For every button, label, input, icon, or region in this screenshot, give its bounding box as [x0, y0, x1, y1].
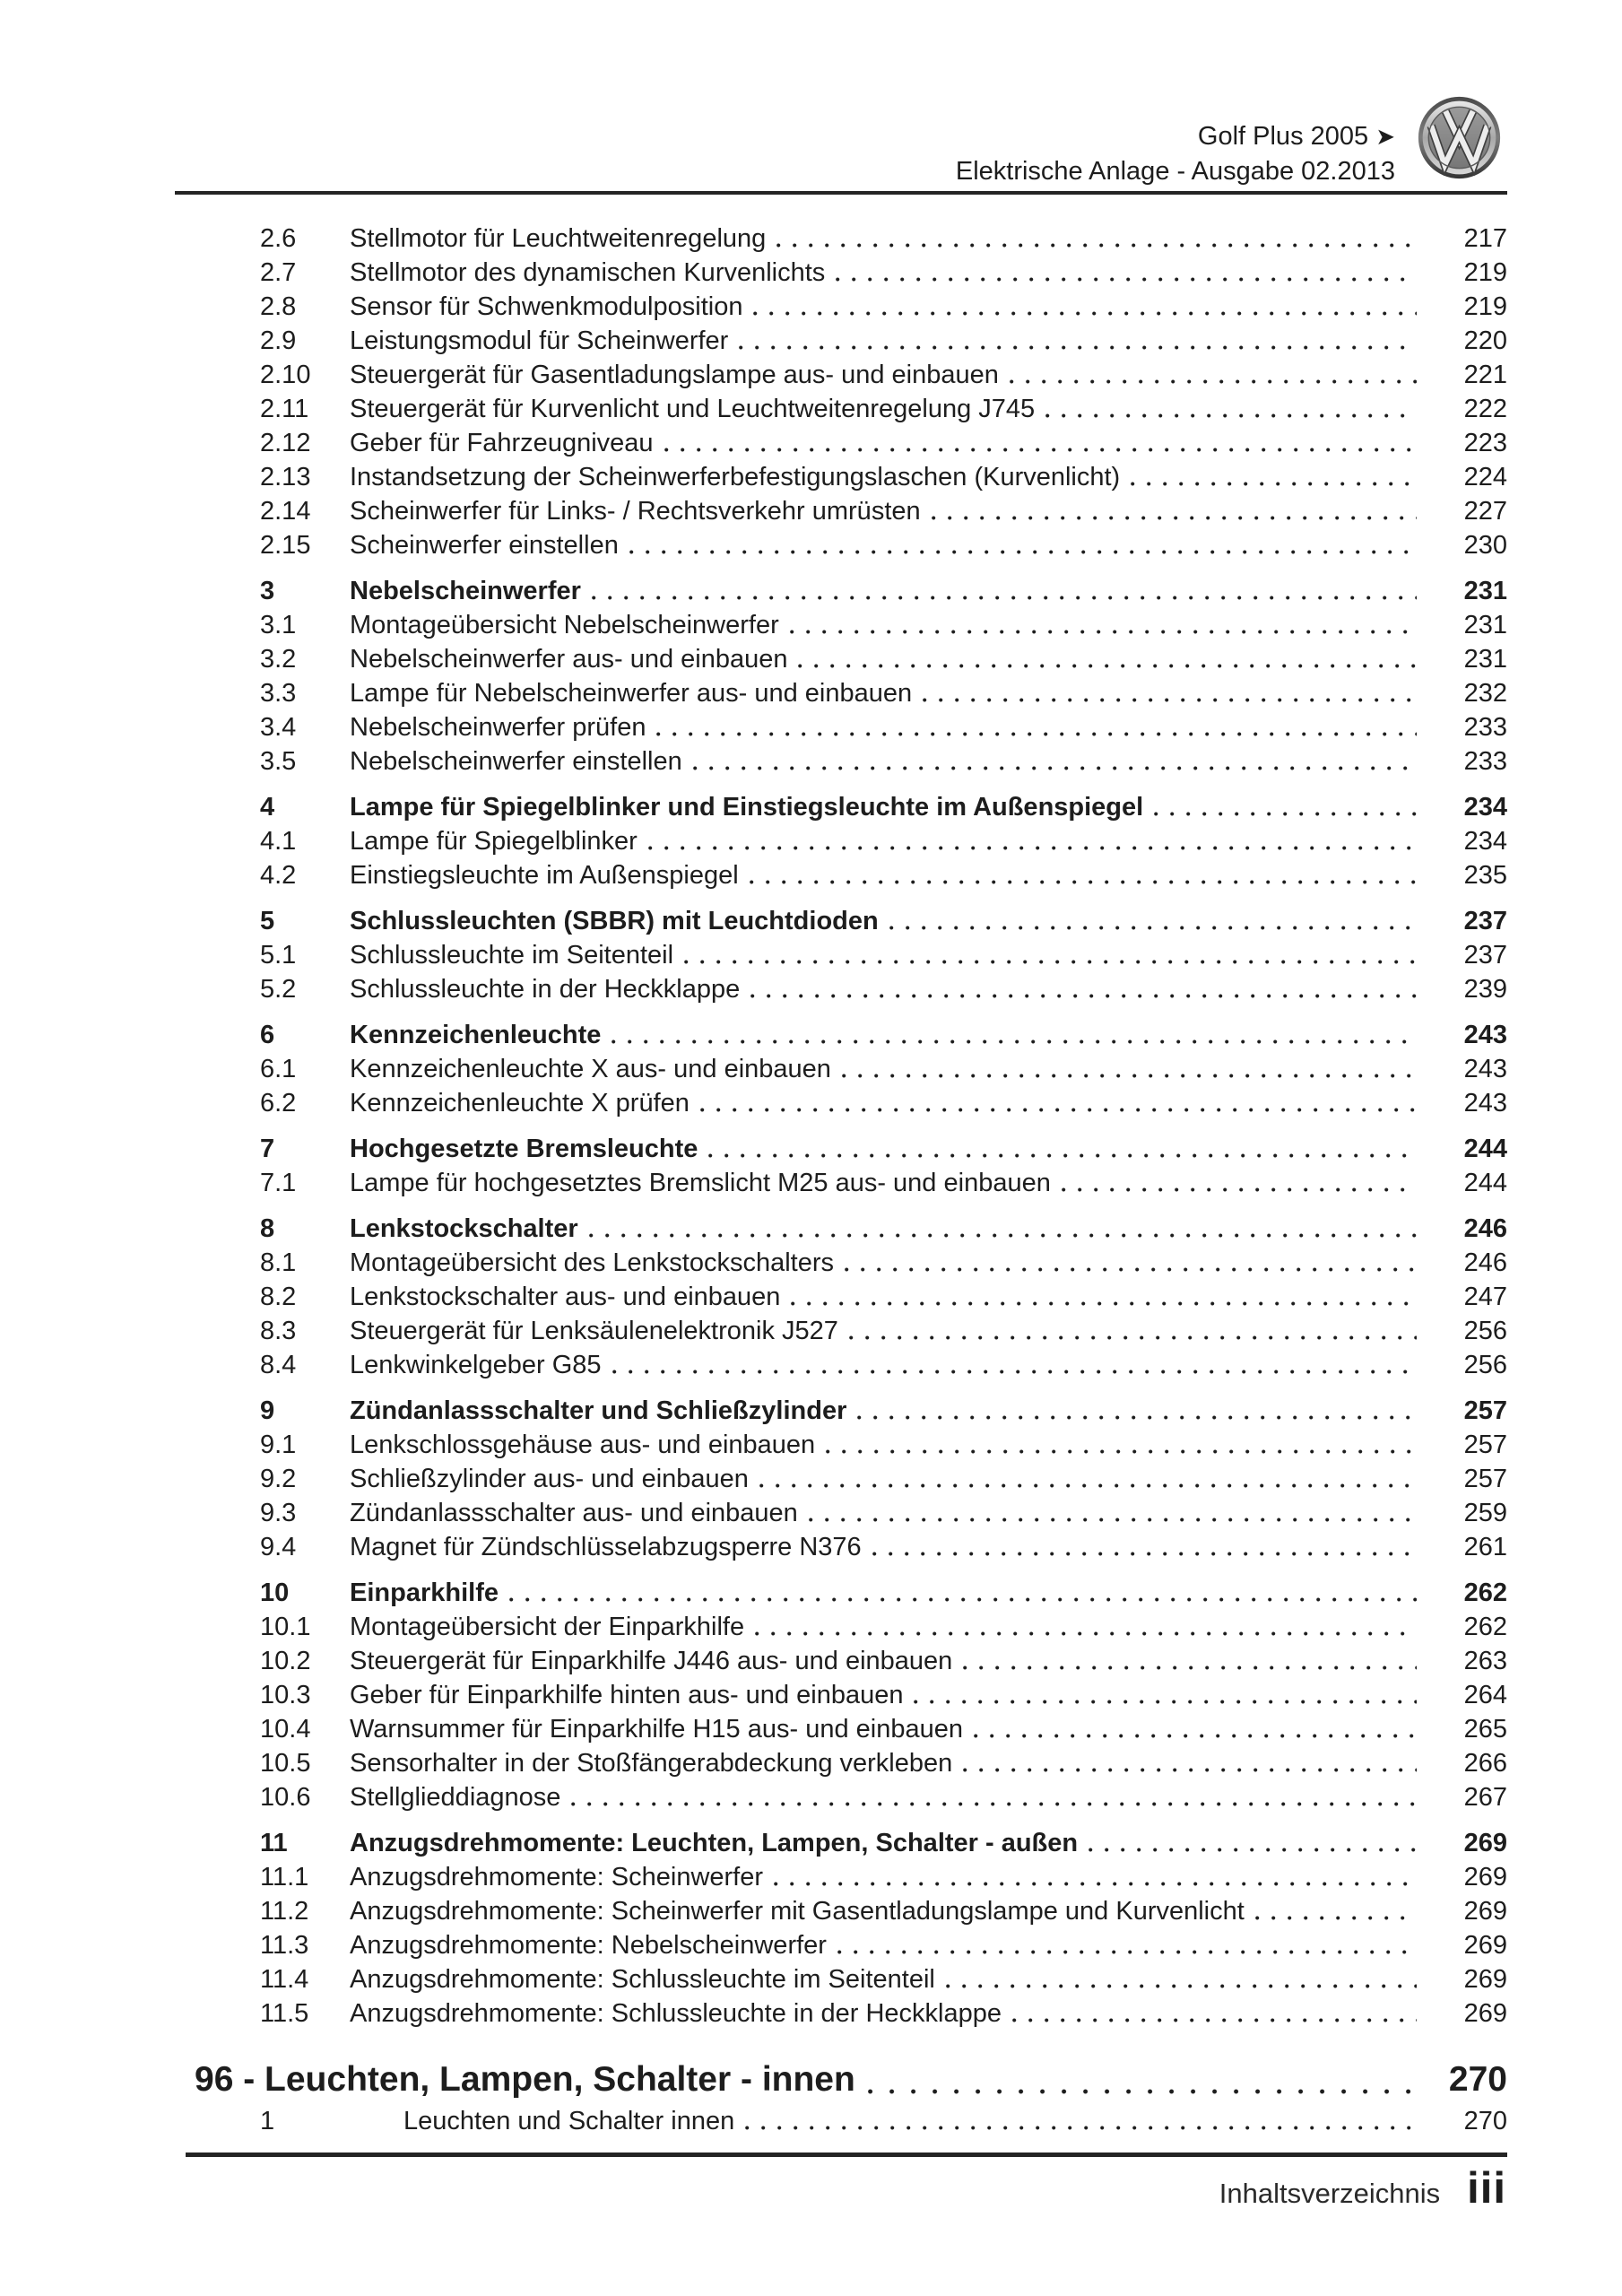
toc-entry-page: 224 [1463, 463, 1507, 491]
toc-entry-page: 230 [1463, 531, 1507, 560]
toc-entry-title: Steuergerät für Gasentladungslampe aus- und einbauen [350, 361, 999, 389]
toc-row [175, 1746, 1507, 1780]
toc-entry-number: 8.2 [260, 1283, 297, 1311]
dot-leader [790, 630, 1417, 634]
toc-entry-number: 2.15 [260, 531, 311, 560]
toc-entry-number: 10 [260, 1578, 290, 1607]
toc-row [175, 1394, 1507, 1428]
toc-row [175, 1462, 1507, 1496]
toc-row [175, 1348, 1507, 1382]
toc-entry-number: 9.1 [260, 1431, 297, 1459]
toc-entry-title: Scheinwerfer für Links- / Rechtsverkehr umrüsten [350, 497, 921, 526]
toc-entry-title: Scheinwerfer einstellen [350, 531, 619, 560]
toc-row [175, 642, 1507, 676]
dot-leader [693, 766, 1417, 770]
toc-entry-title: 96 - Leuchten, Lampen, Schalter - innen [195, 2060, 855, 2099]
toc-entry-page: 219 [1463, 258, 1507, 287]
dot-leader [1255, 1916, 1417, 1920]
toc-entry-title: Nebelscheinwerfer [350, 577, 581, 605]
toc-entry-number: 8.1 [260, 1248, 297, 1277]
toc-entry-number: 9.4 [260, 1533, 297, 1561]
toc-entry-title: Lenkstockschalter [350, 1214, 578, 1243]
toc-entry-page: 239 [1463, 975, 1507, 1004]
toc-entry-number: 10.3 [260, 1681, 311, 1709]
dot-leader [759, 1483, 1417, 1488]
toc-entry-page: 246 [1463, 1214, 1507, 1243]
toc-row [175, 744, 1507, 778]
toc-entry-number: 1 [260, 2107, 275, 2135]
toc-entry-number: 10.4 [260, 1715, 311, 1744]
toc-entry-title: Instandsetzung der Scheinwerferbefestigungslaschen (Kurvenlicht) [350, 463, 1121, 491]
header-model-line [956, 119, 1395, 154]
toc-entry-page: 269 [1463, 1863, 1507, 1892]
dot-leader [889, 926, 1417, 930]
toc-entry-title: Lenkschlossgehäuse aus- und einbauen [350, 1431, 816, 1459]
toc-entry-page: 261 [1463, 1533, 1507, 1561]
toc-entry-title: Sensorhalter in der Stoßfängerabdeckung verkleben [350, 1749, 953, 1778]
toc-entry-number: 9.3 [260, 1499, 297, 1527]
dot-leader [932, 516, 1417, 520]
toc-row [175, 790, 1507, 824]
toc-row [175, 858, 1507, 892]
dot-leader [914, 1700, 1417, 1704]
toc-entry-page: 262 [1463, 1578, 1507, 1607]
dot-leader [868, 2089, 1426, 2094]
toc-entry-title: Anzugsdrehmomente: Schlussleuchte in der Heckklappe [350, 1999, 1002, 2028]
toc-row [175, 2104, 1507, 2138]
dot-leader [776, 243, 1417, 248]
toc-entry-title: Anzugsdrehmomente: Leuchten, Lampen, Schalter - außen [350, 1829, 1079, 1857]
toc-entry-title: Kennzeichenleuchte X prüfen [350, 1089, 690, 1118]
toc-entry-title: Steuergerät für Kurvenlicht und Leuchtweitenregelung J745 [350, 395, 1036, 423]
toc-row [175, 1052, 1507, 1086]
dot-leader [798, 664, 1417, 668]
toc-row [175, 972, 1507, 1006]
toc-row [175, 676, 1507, 710]
dot-leader [1154, 812, 1417, 816]
toc-row [175, 324, 1507, 358]
toc-entry-number: 11.2 [260, 1897, 309, 1926]
toc-entry-page: 232 [1463, 679, 1507, 708]
toc-row [175, 426, 1507, 460]
toc-entry-number: 8.3 [260, 1317, 297, 1345]
dot-leader [708, 1153, 1417, 1158]
toc-row [175, 938, 1507, 972]
toc-entry-title: Magnet für Zündschlüsselabzugsperre N376 [350, 1533, 862, 1561]
toc-entry-page: 237 [1463, 941, 1507, 970]
dot-leader [837, 1950, 1417, 1954]
toc-entry-number: 11.5 [260, 1999, 309, 2028]
toc-row [175, 290, 1507, 324]
toc-entry-title: Einstiegsleuchte im Außenspiegel [350, 861, 739, 890]
dot-leader [745, 2126, 1417, 2130]
dot-leader [648, 846, 1417, 850]
toc-entry-page: 220 [1463, 326, 1507, 355]
dot-leader [826, 1449, 1417, 1454]
toc-entry-page: 223 [1463, 429, 1507, 457]
toc-entry-number: 3.5 [260, 747, 297, 776]
toc-entry-number: 6 [260, 1021, 275, 1049]
toc-row [175, 1928, 1507, 1962]
toc-entry-page: 227 [1463, 497, 1507, 526]
dot-leader [684, 960, 1417, 964]
footer-label: Inhaltsverzeichnis [1219, 2178, 1441, 2209]
toc-entry-title: Geber für Einparkhilfe hinten aus- und einbauen [350, 1681, 904, 1709]
toc-row [175, 1246, 1507, 1280]
dot-leader [592, 596, 1417, 600]
arrow-right-icon: ➤ [1375, 123, 1395, 150]
toc-entry-title: Lampe für Nebelscheinwerfer aus- und einbauen [350, 679, 913, 708]
dot-leader [750, 880, 1417, 884]
toc-entry-page: 269 [1463, 1999, 1507, 2028]
toc-entry-page: 231 [1463, 645, 1507, 674]
toc-entry-title: Anzugsdrehmomente: Nebelscheinwerfer [350, 1931, 827, 1960]
toc-row [175, 1826, 1507, 1860]
dot-leader [872, 1552, 1417, 1556]
dot-leader [842, 1074, 1417, 1078]
toc-entry-title: Nebelscheinwerfer einstellen [350, 747, 682, 776]
toc-entry-title: Warnsummer für Einparkhilfe H15 aus- und einbauen [350, 1715, 963, 1744]
toc-entry-page: 269 [1463, 1931, 1507, 1960]
toc-row [175, 1496, 1507, 1530]
toc-entry-page: 221 [1463, 361, 1507, 389]
toc-entry-number: 9.2 [260, 1465, 297, 1493]
toc-entry-title: Leuchten und Schalter innen [403, 2107, 735, 2135]
toc-entry-page: 259 [1463, 1499, 1507, 1527]
toc-entry-title: Stellmotor des dynamischen Kurvenlichts [350, 258, 826, 287]
toc-entry-title: Montageübersicht der Einparkhilfe [350, 1613, 745, 1641]
toc-entry-number: 10.1 [260, 1613, 311, 1641]
toc-row [175, 256, 1507, 290]
toc-row [175, 608, 1507, 642]
toc-entry-page: 264 [1463, 1681, 1507, 1709]
toc-entry-title: Lampe für hochgesetztes Bremslicht M25 aus- und einbauen [350, 1169, 1051, 1197]
model-title: Golf Plus 2005 [1197, 122, 1369, 151]
toc-entry-page: 262 [1463, 1613, 1507, 1641]
dot-leader [946, 1984, 1417, 1988]
toc-entry-page: 244 [1463, 1169, 1507, 1197]
toc-entry-page: 237 [1463, 907, 1507, 935]
header-divider [175, 191, 1507, 195]
toc-entry-page: 269 [1463, 1897, 1507, 1926]
toc-entry-title: Lampe für Spiegelblinker [350, 827, 638, 856]
toc-row [175, 1132, 1507, 1166]
dot-leader [1062, 1187, 1417, 1192]
dot-leader [1131, 482, 1417, 486]
toc-list [175, 222, 1507, 2138]
toc-row [175, 1996, 1507, 2031]
dot-leader [963, 1768, 1417, 1772]
dot-leader [923, 698, 1417, 702]
toc-row [175, 1860, 1507, 1894]
toc-entry-title: Lampe für Spiegelblinker und Einstiegsleuchte im Außenspiegel [350, 793, 1144, 822]
toc-entry-page: 233 [1463, 713, 1507, 742]
toc-entry-title: Kennzeichenleuchte [350, 1021, 602, 1049]
toc-entry-number: 4 [260, 793, 275, 822]
footer-divider [186, 2152, 1507, 2157]
toc-entry-number: 11.1 [260, 1863, 309, 1892]
toc-entry-number: 10.2 [260, 1647, 311, 1675]
toc-entry-number: 2.14 [260, 497, 311, 526]
toc-entry-title: Lenkstockschalter aus- und einbauen [350, 1283, 781, 1311]
toc-row [175, 1018, 1507, 1052]
toc-entry-number: 8.4 [260, 1351, 297, 1379]
toc-row [175, 1780, 1507, 1814]
toc-entry-number: 4.2 [260, 861, 297, 890]
toc-entry-page: 247 [1463, 1283, 1507, 1311]
toc-entry-title: Steuergerät für Lenksäulenelektronik J527 [350, 1317, 838, 1345]
toc-entry-page: 270 [1463, 2107, 1507, 2135]
toc-entry-page: 256 [1463, 1351, 1507, 1379]
dot-leader [755, 1631, 1417, 1636]
toc-entry-number: 8 [260, 1214, 275, 1243]
toc-entry-page: 231 [1463, 611, 1507, 639]
toc-entry-page: 243 [1463, 1055, 1507, 1083]
toc-row [175, 494, 1507, 528]
toc-entry-title: Stellmotor für Leuchtweitenregelung [350, 224, 767, 253]
toc-entry-page: 233 [1463, 747, 1507, 776]
toc-entry-page: 243 [1463, 1021, 1507, 1049]
toc-row [175, 460, 1507, 494]
toc-entry-page: 234 [1463, 827, 1507, 856]
toc-row [175, 528, 1507, 562]
dot-leader [571, 1802, 1417, 1806]
toc-row [175, 2056, 1507, 2104]
toc-entry-title: Steuergerät für Einparkhilfe J446 aus- und einbauen [350, 1647, 953, 1675]
toc-entry-number: 7 [260, 1135, 275, 1163]
toc-entry-title: Leistungsmodul für Scheinwerfer [350, 326, 729, 355]
dot-leader [1089, 1848, 1417, 1852]
dot-leader [656, 732, 1417, 736]
header-subtitle: Elektrische Anlage - Ausgabe 02.2013 [955, 157, 1395, 186]
toc-row [175, 1428, 1507, 1462]
dot-leader [845, 1267, 1417, 1272]
toc-entry-title: Montageübersicht Nebelscheinwerfer [350, 611, 779, 639]
toc-row [175, 1530, 1507, 1564]
toc-row [175, 1314, 1507, 1348]
dot-leader [963, 1665, 1417, 1670]
dot-leader [739, 345, 1417, 350]
toc-entry-title: Geber für Fahrzeugniveau [350, 429, 654, 457]
toc-entry-page: 219 [1463, 292, 1507, 321]
toc-entry-page: 266 [1463, 1749, 1507, 1778]
toc-entry-number: 6.1 [260, 1055, 297, 1083]
toc-entry-page: 267 [1463, 1783, 1507, 1812]
toc-entry-number: 6.2 [260, 1089, 297, 1118]
toc-entry-page: 257 [1463, 1396, 1507, 1425]
toc-entry-page: 231 [1463, 577, 1507, 605]
toc-entry-number: 11 [260, 1829, 288, 1857]
toc-entry-number: 2.12 [260, 429, 311, 457]
toc-row [175, 710, 1507, 744]
toc-entry-page: 270 [1448, 2060, 1507, 2099]
toc-entry-title: Montageübersicht des Lenkstockschalters [350, 1248, 835, 1277]
toc-row [175, 1212, 1507, 1246]
toc-entry-title: Anzugsdrehmomente: Scheinwerfer mit Gasentladungslampe und Kurvenlicht [350, 1897, 1245, 1926]
toc-row [175, 1576, 1507, 1610]
dot-leader [849, 1335, 1417, 1340]
dot-leader [1012, 2018, 1417, 2022]
toc-entry-title: Schließzylinder aus- und einbauen [350, 1465, 749, 1493]
dot-leader [700, 1108, 1417, 1112]
toc-row [175, 1894, 1507, 1928]
dot-leader [629, 550, 1417, 554]
toc-row [175, 222, 1507, 256]
toc-entry-title: Schlussleuchten (SBBR) mit Leuchtdioden [350, 907, 879, 935]
toc-entry-title: Hochgesetzte Bremsleuchte [350, 1135, 698, 1163]
toc-entry-title: Zündanlassschalter aus- und einbauen [350, 1499, 798, 1527]
toc-row [175, 1712, 1507, 1746]
dot-leader [809, 1518, 1417, 1522]
toc-entry-number: 10.6 [260, 1783, 311, 1812]
toc-entry-page: 256 [1463, 1317, 1507, 1345]
toc-entry-title: Nebelscheinwerfer prüfen [350, 713, 646, 742]
toc-row [175, 1610, 1507, 1644]
toc-entry-number: 2.11 [260, 395, 309, 423]
toc-entry-page: 269 [1463, 1829, 1507, 1857]
toc-entry-number: 2.7 [260, 258, 297, 287]
toc-row [175, 1086, 1507, 1120]
toc-entry-number: 3.2 [260, 645, 297, 674]
vw-logo-icon [1417, 95, 1502, 180]
toc-entry-title: Lenkwinkelgeber G85 [350, 1351, 602, 1379]
toc-entry-number: 9 [260, 1396, 275, 1425]
toc-entry-title: Nebelscheinwerfer aus- und einbauen [350, 645, 788, 674]
toc-entry-title: Schlussleuchte im Seitenteil [350, 941, 674, 970]
toc-entry-title: Anzugsdrehmomente: Scheinwerfer [350, 1863, 764, 1892]
dot-leader [791, 1301, 1417, 1306]
page-footer [1219, 2163, 1506, 2213]
toc-entry-page: 243 [1463, 1089, 1507, 1118]
toc-entry-page: 257 [1463, 1465, 1507, 1493]
dot-leader [509, 1597, 1417, 1602]
dot-leader [750, 994, 1417, 998]
toc-entry-number: 3 [260, 577, 275, 605]
dot-leader [974, 1734, 1417, 1738]
toc-entry-number: 2.10 [260, 361, 311, 389]
toc-entry-title: Kennzeichenleuchte X aus- und einbauen [350, 1055, 831, 1083]
toc-entry-page: 217 [1463, 224, 1507, 253]
toc-entry-number: 5.2 [260, 975, 297, 1004]
dot-leader [664, 448, 1417, 452]
toc-entry-number: 2.9 [260, 326, 297, 355]
page-header [956, 119, 1395, 189]
toc-row [175, 1644, 1507, 1678]
toc-entry-title: Anzugsdrehmomente: Schlussleuchte im Seitenteil [350, 1965, 935, 1994]
dot-leader [612, 1370, 1417, 1374]
toc-entry-number: 4.1 [260, 827, 297, 856]
toc-entry-page: 263 [1463, 1647, 1507, 1675]
toc-entry-number: 3.1 [260, 611, 297, 639]
toc-entry-number: 11.4 [260, 1965, 309, 1994]
toc-entry-title: Stellglieddiagnose [350, 1783, 561, 1812]
toc-entry-page: 244 [1463, 1135, 1507, 1163]
toc-entry-number: 3.3 [260, 679, 297, 708]
toc-entry-title: Sensor für Schwenkmodulposition [350, 292, 743, 321]
toc-entry-number: 2.13 [260, 463, 311, 491]
dot-leader [589, 1233, 1417, 1238]
dot-leader [857, 1415, 1417, 1420]
toc-entry-page: 222 [1463, 395, 1507, 423]
toc-row [175, 824, 1507, 858]
toc-entry-number: 3.4 [260, 713, 297, 742]
page-number: iii [1467, 2164, 1506, 2213]
toc-entry-number: 11.3 [260, 1931, 309, 1960]
toc-entry-number: 7.1 [260, 1169, 297, 1197]
toc-entry-title: Schlussleuchte in der Heckklappe [350, 975, 741, 1004]
toc-row [175, 904, 1507, 938]
toc-entry-page: 246 [1463, 1248, 1507, 1277]
dot-leader [836, 277, 1417, 282]
toc-entry-title: Zündanlassschalter und Schließzylinder [350, 1396, 847, 1425]
toc-row [175, 392, 1507, 426]
toc-entry-title: Einparkhilfe [350, 1578, 499, 1607]
toc-entry-page: 235 [1463, 861, 1507, 890]
toc-entry-page: 257 [1463, 1431, 1507, 1459]
toc-row [175, 1678, 1507, 1712]
toc-row [175, 1962, 1507, 1996]
toc-entry-page: 265 [1463, 1715, 1507, 1744]
toc-entry-number: 2.8 [260, 292, 297, 321]
toc-row [175, 1280, 1507, 1314]
toc-row [175, 358, 1507, 392]
toc-entry-page: 269 [1463, 1965, 1507, 1994]
toc-entry-number: 2.6 [260, 224, 297, 253]
toc-entry-number: 5.1 [260, 941, 297, 970]
dot-leader [774, 1882, 1417, 1886]
dot-leader [1010, 379, 1417, 384]
dot-leader [612, 1039, 1417, 1044]
toc-row [175, 1166, 1507, 1200]
dot-leader [1045, 413, 1417, 418]
toc-row [175, 574, 1507, 608]
toc-entry-number: 10.5 [260, 1749, 311, 1778]
toc-entry-number: 5 [260, 907, 275, 935]
toc-entry-page: 234 [1463, 793, 1507, 822]
dot-leader [753, 311, 1417, 316]
